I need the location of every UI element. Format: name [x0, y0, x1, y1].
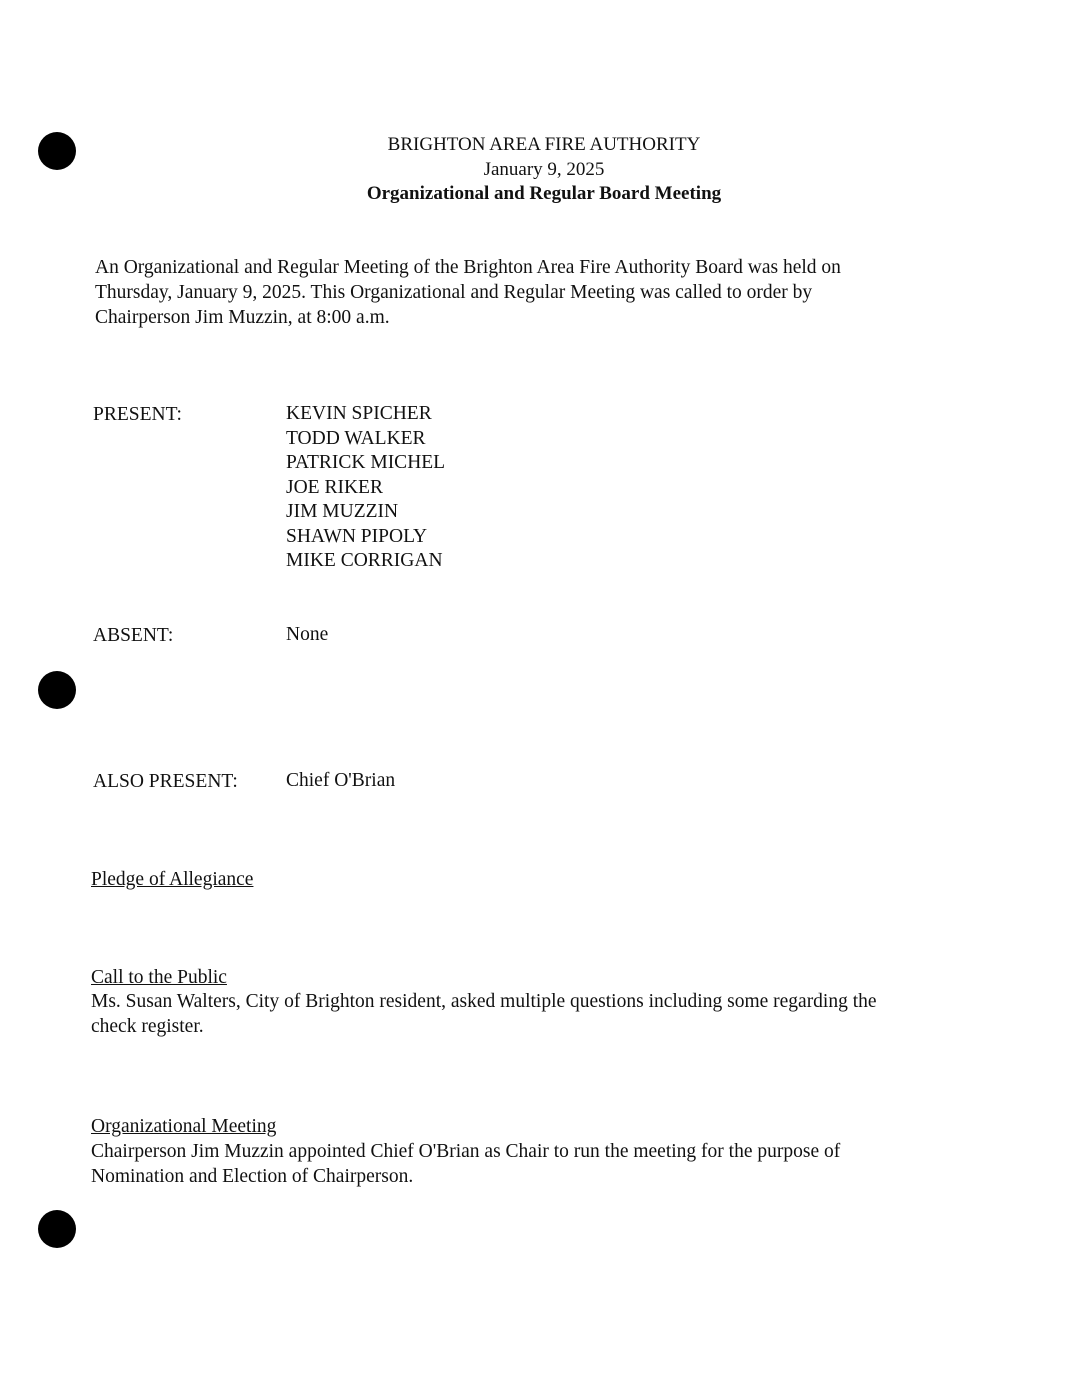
- present-member: TODD WALKER: [286, 427, 426, 449]
- organization-name: BRIGHTON AREA FIRE AUTHORITY: [387, 134, 701, 155]
- intro-line-3: Chairperson Jim Muzzin, at 8:00 a.m.: [95, 307, 390, 328]
- also-present-value: Chief O'Brian: [286, 770, 396, 791]
- present-member: PATRICK MICHEL: [286, 452, 446, 473]
- meeting-date: January 9, 2025: [483, 159, 605, 180]
- meeting-title: Organizational and Regular Board Meeting: [366, 183, 722, 204]
- present-members-list: [286, 402, 445, 574]
- organizational-line-1: Chairperson Jim Muzzin appointed Chief O'Brian as Chair to run the meeting for the purpose of: [91, 1141, 841, 1162]
- present-label: PRESENT:: [93, 404, 182, 425]
- organizational-meeting-text: [91, 1139, 991, 1189]
- binder-hole-middle: [38, 671, 76, 709]
- present-member: MIKE CORRIGAN: [286, 550, 443, 571]
- organizational-meeting-heading: Organizational Meeting: [91, 1116, 277, 1137]
- intro-line-2: Thursday, January 9, 2025. This Organizational and Regular Meeting was called to order by: [95, 282, 813, 303]
- call-to-public-text: [91, 989, 991, 1039]
- also-present-label: ALSO PRESENT:: [93, 771, 238, 792]
- intro-line-1: An Organizational and Regular Meeting of the Brighton Area Fire Authority Board was held on: [95, 257, 841, 278]
- organizational-line-2: Nomination and Election of Chairperson.: [91, 1166, 414, 1187]
- present-member: JIM MUZZIN: [286, 501, 399, 522]
- present-member: JOE RIKER: [286, 476, 383, 498]
- binder-hole-bottom: [38, 1210, 76, 1248]
- present-member: KEVIN SPICHER: [286, 403, 432, 424]
- pledge-heading: Pledge of Allegiance: [91, 869, 254, 890]
- present-member: SHAWN PIPOLY: [286, 525, 428, 547]
- absent-value: None: [286, 624, 329, 645]
- public-line-1: Ms. Susan Walters, City of Brighton resident, asked multiple questions including some regarding the: [91, 991, 877, 1012]
- public-line-2: check register.: [91, 1016, 204, 1037]
- call-to-public-heading: Call to the Public: [91, 967, 227, 988]
- absent-label: ABSENT:: [93, 625, 174, 646]
- intro-paragraph: [95, 255, 992, 330]
